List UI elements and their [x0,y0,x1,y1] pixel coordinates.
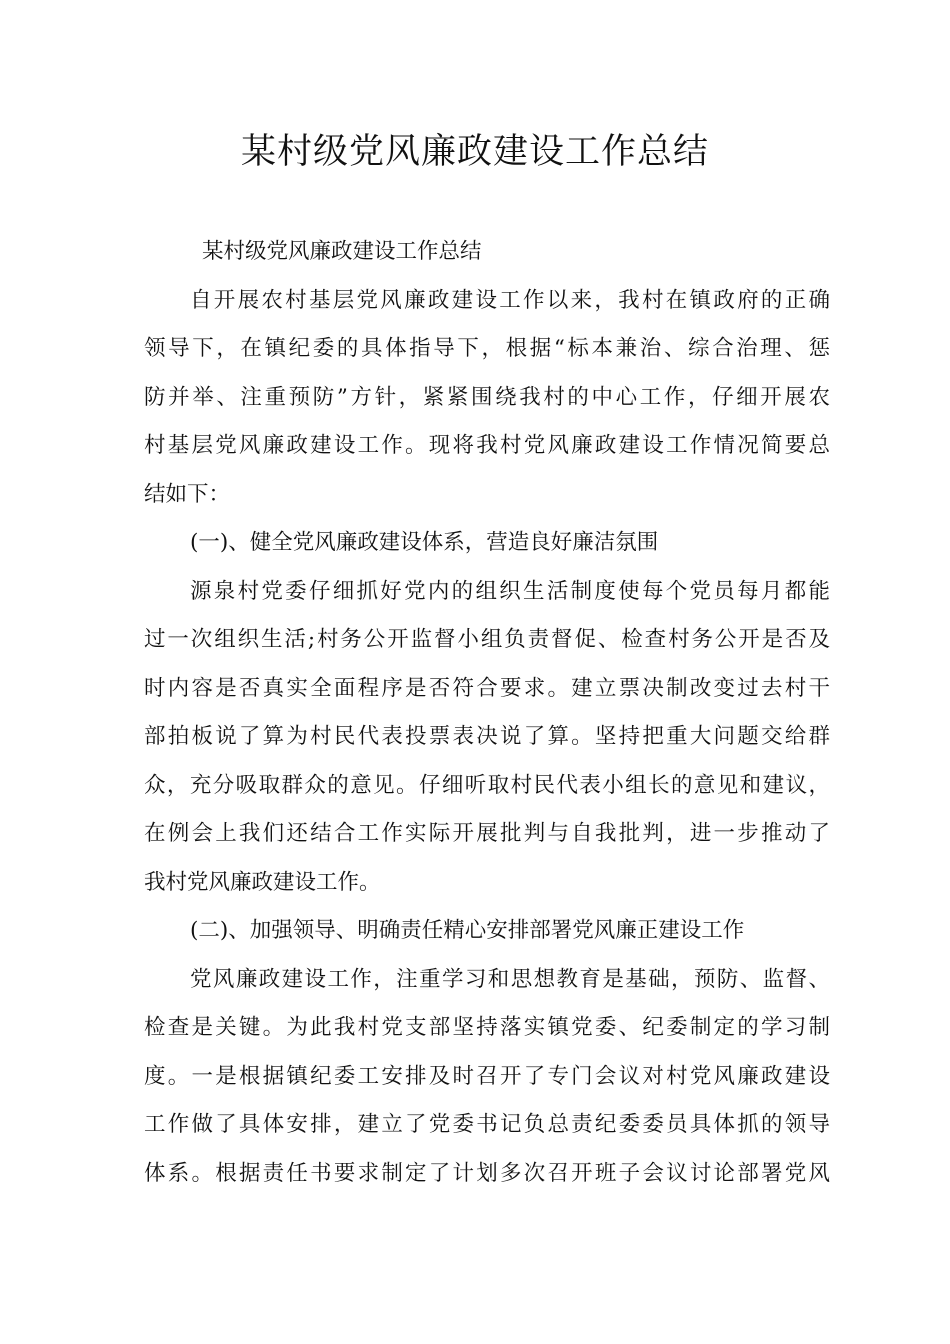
paragraph-line: 村基层党风廉政建设工作。现将我村党风廉政建设工作情况简要总 [144,433,830,458]
paragraph-line: 部拍板说了算为村民代表投票表决说了算。坚持把重大问题交给群 [144,724,830,749]
section-heading: (一)、健全党风廉政建设体系，营造良好廉洁氛围 [190,530,659,555]
section-heading: (二)、加强领导、明确责任精心安排部署党风廉正建设工作 [190,918,745,943]
paragraph-line: 防并举、注重预防”方针，紧紧围绕我村的中心工作，仔细开展农 [144,384,830,410]
paragraph-line: 众，充分吸取群众的意见。仔细听取村民代表小组长的意见和建议， [144,772,830,798]
paragraph-line: 党风廉政建设工作，注重学习和思想教育是基础，预防、监督、 [190,966,830,992]
paragraph-line: 体系。根据责任书要求制定了计划多次召开班子会议讨论部署党风 [144,1160,830,1186]
paragraph-line: 源泉村党委仔细抓好党内的组织生活制度使每个党员每月都能 [190,578,830,604]
document-body [144,228,830,1198]
paragraph-line: 我村党风廉政建设工作。 [144,869,381,895]
paragraph-line: 检查是关键。为此我村党支部坚持落实镇党委、纪委制定的学习制 [144,1015,830,1040]
paragraph-line: 时内容是否真实全面程序是否符合要求。建立票决制改变过去村干 [144,675,830,701]
paragraph-line: 领导下，在镇纪委的具体指导下，根据“标本兼治、综合治理、惩 [144,336,830,361]
document-subtitle: 某村级党风廉政建设工作总结 [202,239,482,264]
paragraph-line: 工作做了具体安排，建立了党委书记负总责纪委委员具体抓的领导 [144,1112,830,1137]
paragraph-line: 在例会上我们还结合工作实际开展批判与自我批判，进一步推动了 [144,821,830,846]
paragraph-line: 结如下： [144,481,231,507]
document-title: 某村级党风廉政建设工作总结 [240,132,709,172]
paragraph-line: 自开展农村基层党风廉政建设工作以来，我村在镇政府的正确 [190,287,830,313]
paragraph-line: 过一次组织生活;村务公开监督小组负责督促、检查村务公开是否及 [144,627,830,652]
paragraph-line: 度。一是根据镇纪委工安排及时召开了专门会议对村党风廉政建设 [144,1063,830,1089]
